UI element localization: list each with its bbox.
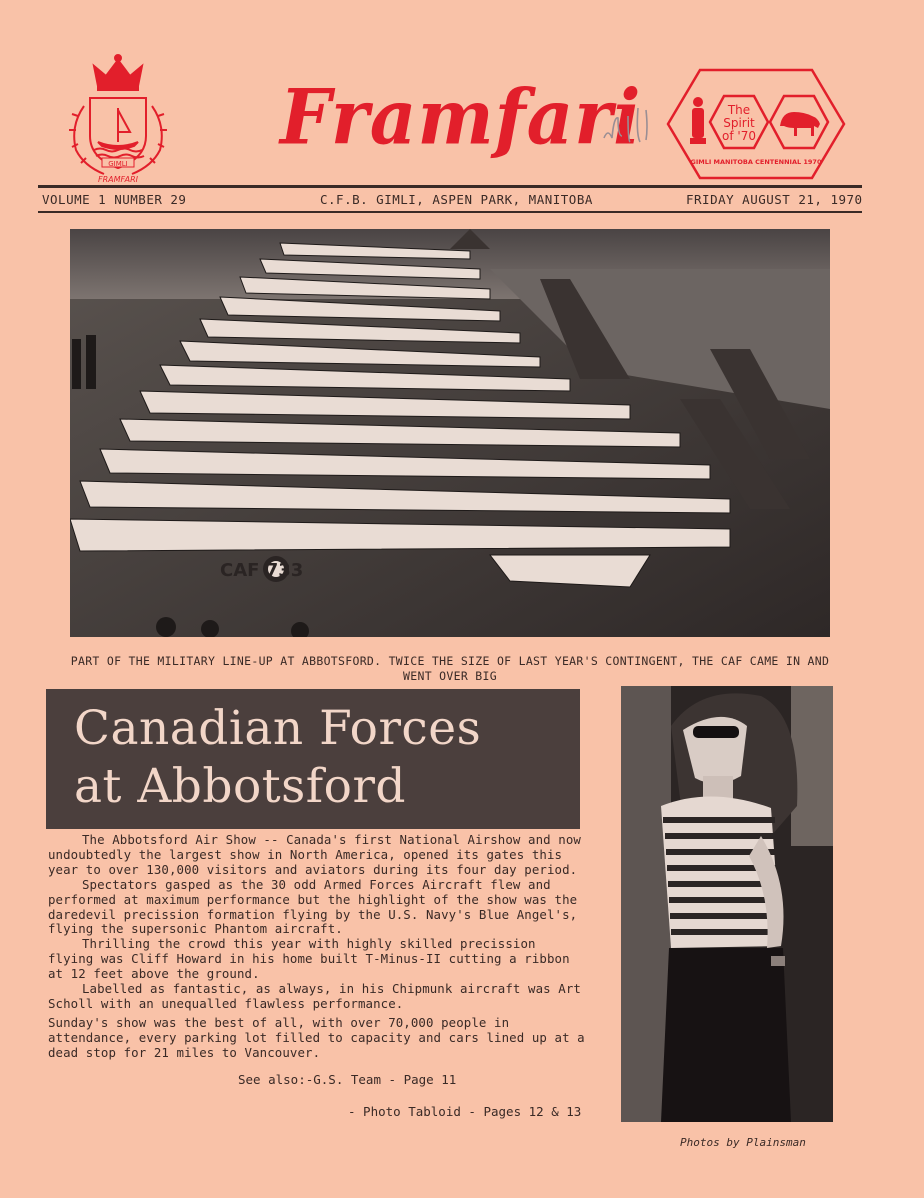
- article-paragraph: Spectators gasped as the 30 odd Armed Forces Aircraft flew and performed at maximum performance but the highlight of the show was the daredevil precission formation flying by the U.S. Navy's Blue Angel's, flying the supersonic Phantom aircraft.: [48, 876, 578, 937]
- centennial-badge: [666, 66, 846, 182]
- article-body: [48, 833, 588, 1061]
- see-also-reference: See also:-G.S. Team - Page 11: [238, 1072, 457, 1087]
- volume-number: VOLUME 1 NUMBER 29: [42, 192, 187, 207]
- photo-credit: Photos by Plainsman: [680, 1136, 806, 1149]
- crest-motto: GIMLI: [108, 160, 128, 168]
- photo-tabloid-reference: - Photo Tabloid - Pages 12 & 13: [348, 1104, 582, 1119]
- article-paragraph: Thrilling the crowd this year with highly skilled precission flying was Cliff Howard in his home built T-Minus-II cutting a ribbon at 12 feet above the ground.: [48, 936, 570, 982]
- centennial-line3: of '70: [722, 129, 756, 143]
- centennial-caption: GIMLI MANITOBA CENTENNIAL 1970: [690, 158, 822, 166]
- masthead-rule-bottom: [38, 211, 862, 213]
- aircraft-lineup-photo: [70, 229, 830, 637]
- handwritten-scribble: [598, 98, 658, 158]
- bison-icon: [780, 112, 820, 136]
- aircraft-marking: CAF 733: [220, 560, 304, 581]
- spectator-photo: [621, 686, 833, 1122]
- centennial-line1: The: [727, 103, 751, 117]
- crest-logo: [64, 46, 172, 186]
- location-line: C.F.B. GIMLI, ASPEN PARK, MANITOBA: [320, 192, 593, 207]
- newspaper-title: Framfari: [280, 71, 642, 162]
- issue-date: FRIDAY AUGUST 21, 1970: [686, 192, 863, 207]
- photo-caption: PART OF THE MILITARY LINE-UP AT ABBOTSFORD. TWICE THE SIZE OF LAST YEAR'S CONTINGENT, THE CAF CAME IN AND WENT OVER BIG: [70, 654, 830, 683]
- centennial-line2: Spirit: [723, 116, 755, 130]
- article-paragraph: Sunday's show was the best of all, with over 70,000 people in attendance, every parking lot filled to capacity and cars lined up at a dead stop for 21 miles to Vancouver.: [48, 1014, 585, 1060]
- article-paragraph: The Abbotsford Air Show -- Canada's first National Airshow and now undoubtedly the largest show in North America, opened its gates this year to over 130,000 visitors and aviators during its four day period.: [48, 832, 581, 877]
- masthead-rule-top: [38, 185, 862, 188]
- crest-text: FRAMFARI: [97, 175, 139, 184]
- headline-line-2: at Abbotsford: [74, 759, 407, 814]
- headline-box: [46, 689, 580, 829]
- headline-line-1: Canadian Forces: [74, 701, 482, 756]
- article-paragraph: Labelled as fantastic, as always, in his Chipmunk aircraft was Art Scholl with an unequalled flawless performance.: [48, 981, 581, 1011]
